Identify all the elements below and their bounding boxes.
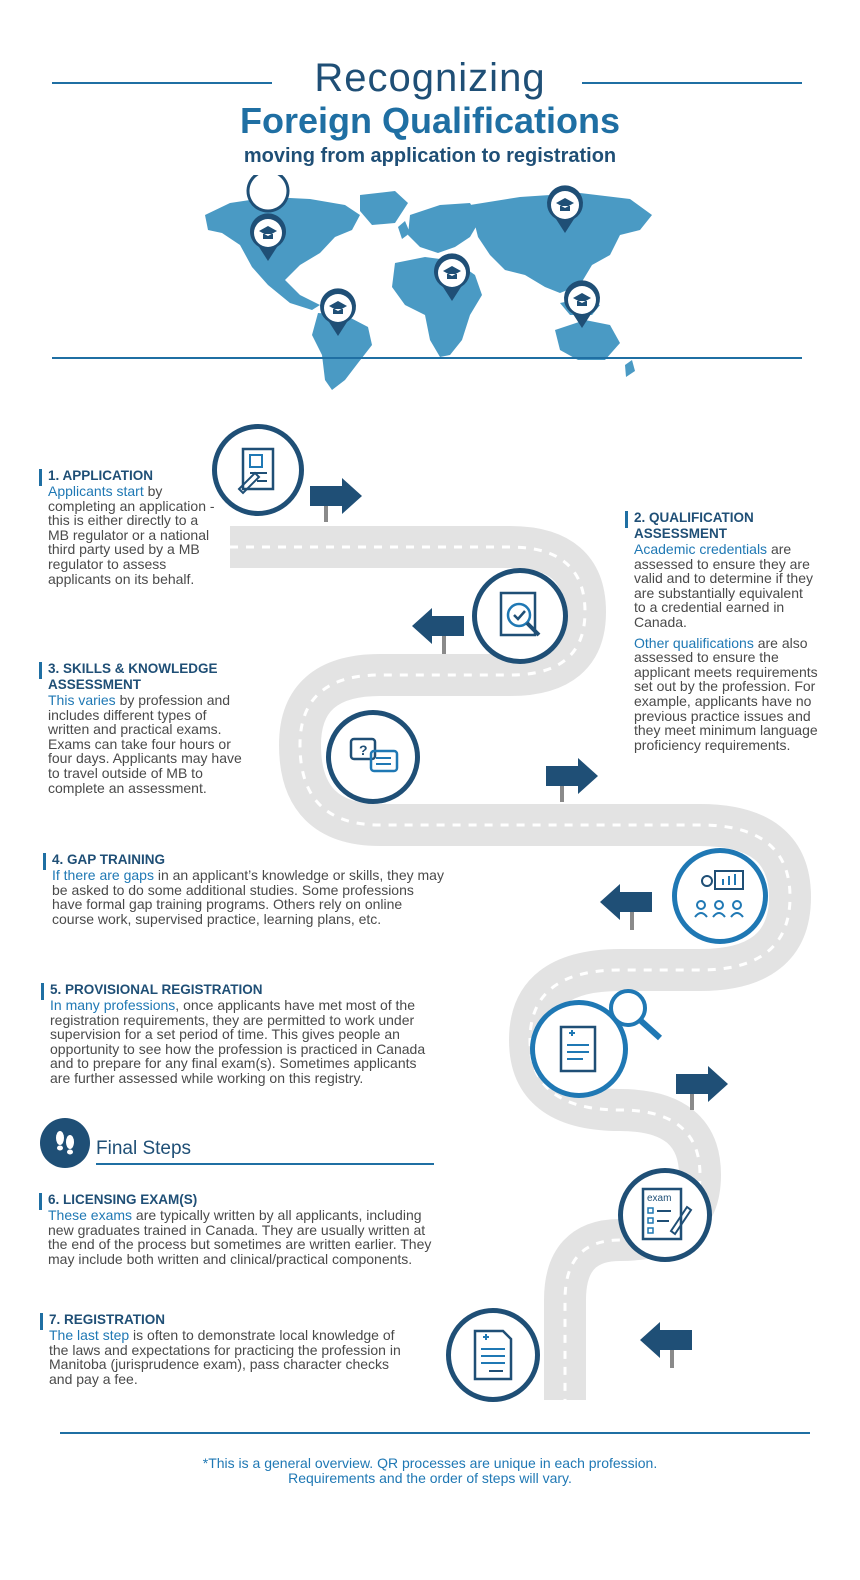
svg-text:?: ? — [359, 742, 368, 758]
step-lead: This varies — [48, 692, 116, 708]
footprints-icon — [40, 1118, 90, 1168]
footer-rule — [60, 1432, 810, 1434]
classroom-presentation-icon — [672, 848, 768, 944]
footer-note-line2: Requirements and the order of steps will vary. — [288, 1470, 572, 1486]
step-title: 5. PROVISIONAL REGISTRATION — [50, 982, 263, 997]
exam-label: exam — [647, 1193, 672, 1204]
subtitle: moving from application to registration — [243, 145, 617, 167]
step-text: , once applicants have met most of the registration requirements, they are permitted to work under supervision for a set period of time. This gives people an opportunity to see how the profession is practiced in Canada and to prepare for any final exam(s). Sometimes applicants are further assessed while working on this registry. — [50, 997, 426, 1086]
arrow-sign-4 — [598, 882, 654, 932]
arrow-sign-1 — [308, 476, 364, 524]
step-lead-2: Other qualifications — [634, 634, 754, 651]
step-lead: Academic credentials — [634, 541, 768, 557]
step-text: in an applicant’s knowledge or skills, they may be asked to do some additional studies. Some professions have formal gap training programs. Others rely on online course work, supervised practice, learning plans, etc. — [52, 867, 444, 927]
graduation-cap-pin-icon — [564, 280, 600, 328]
step-lead: Applicants start — [48, 483, 144, 499]
title-line2: Foreign Qualifications — [239, 100, 621, 141]
step-title: 2. QUALIFICATION ASSESSMENT — [634, 510, 754, 541]
magnifier-icon — [606, 986, 666, 1042]
step-lead: These exams — [48, 1207, 133, 1223]
step-3-skills-knowledge — [48, 661, 244, 795]
step-6-licensing-exam — [48, 1192, 440, 1266]
application-form-icon — [212, 424, 304, 516]
step-lead: The last step — [49, 1327, 130, 1343]
exam-checklist-icon — [618, 1168, 712, 1262]
step-lead: If there are gaps — [52, 867, 154, 883]
step-2-qualification-assessment — [634, 510, 818, 752]
certificate-document-icon — [446, 1308, 540, 1402]
step-lead: In many professions — [50, 997, 176, 1013]
question-chat-icon — [326, 710, 420, 804]
step-title: 3. SKILLS & KNOWLEDGE ASSESSMENT — [48, 661, 218, 692]
step-title: 4. GAP TRAINING — [52, 852, 166, 867]
step-5-provisional-registration — [50, 982, 434, 1086]
step-title: 1. APPLICATION — [48, 468, 154, 483]
arrow-sign-2 — [410, 606, 466, 656]
step-text: by completing an application - this is either directly to a MB regulator or a national third party used by a MB regulator to assess applicants on its behalf. — [48, 483, 215, 587]
title-line1: Recognizing — [314, 56, 546, 100]
step-1-application — [48, 468, 218, 586]
map-pins — [0, 175, 860, 390]
step-title: 6. LICENSING EXAM(S) — [48, 1192, 198, 1207]
step-text-2: are also assessed to ensure the applicant meets requirements set out by the profession. For example, applicants have no previous practice issues and they meet minimum language proficiency requirements. — [634, 634, 818, 753]
graduation-cap-pin-icon — [320, 288, 356, 336]
step-title: 7. REGISTRATION — [49, 1312, 166, 1327]
graduation-cap-pin-icon — [434, 253, 470, 301]
final-steps-rule — [96, 1163, 434, 1165]
graduation-cap-pin-icon — [250, 213, 286, 261]
step-text: is often to demonstrate local knowledge of the laws and expectations for practicing the profession in Manitoba (jurisprudence exam), pass character checks and pay a fee. — [49, 1327, 401, 1387]
step-text: are typically written by all applicants, including new graduates trained in Canada. They are usually written at the end of the process but sometimes are written earlier. They may include both written and clinical/practical components. — [48, 1207, 432, 1267]
step-7-registration — [49, 1312, 403, 1386]
footer-note-line1: *This is a general overview. QR processes are unique in each profession. — [202, 1455, 658, 1471]
document-check-icon — [472, 568, 568, 664]
final-steps-heading: Final Steps — [96, 1138, 192, 1159]
step-text: by profession and includes different types of written and practical exams. Exams can take four hours or four days. Applicants may have to travel outside of MB to complete an assessment. — [48, 692, 242, 796]
step-text: are assessed to ensure they are valid and to determine if they are substantially equivalent to a credential earned in Canada. — [634, 541, 813, 630]
arrow-sign-3 — [544, 756, 600, 804]
step-4-gap-training — [52, 852, 448, 926]
arrow-sign-5 — [674, 1064, 730, 1112]
arrow-sign-6 — [638, 1320, 694, 1370]
graduation-cap-pin-icon — [547, 185, 583, 233]
